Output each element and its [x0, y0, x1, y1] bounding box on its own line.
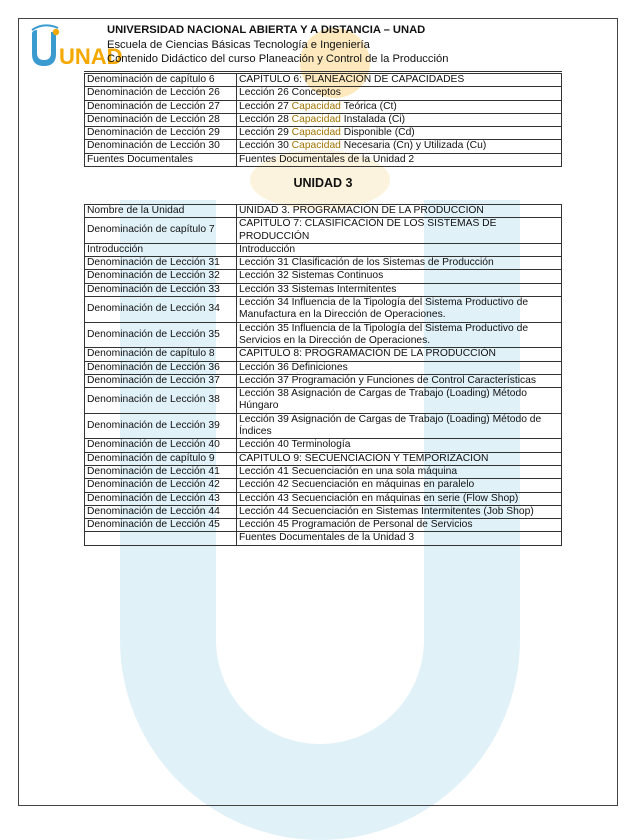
row-value	[237, 140, 562, 153]
table-row	[85, 374, 562, 387]
unit3-title: UNIDAD 3	[293, 176, 353, 190]
table-row	[85, 452, 562, 465]
row-value: Lección 42 Secuenciación en máquinas en paralelo	[237, 479, 562, 492]
unad-logo	[28, 22, 123, 72]
table-row	[85, 519, 562, 532]
row-label: Denominación de Lección 32	[85, 270, 237, 283]
row-label: Denominación de Lección 36	[85, 361, 237, 374]
table-row	[85, 218, 562, 244]
row-value: Lección 45 Programación de Personal de Servicios	[237, 519, 562, 532]
row-label: Denominación de capítulo 6	[85, 74, 237, 87]
row-label	[85, 532, 237, 545]
header-rule	[84, 71, 562, 72]
university-name: UNIVERSIDAD NACIONAL ABIERTA Y A DISTANCIA – UNAD	[107, 24, 426, 36]
table-row	[85, 100, 562, 113]
school-name: Escuela de Ciencias Básicas Tecnología e Ingeniería	[107, 38, 370, 51]
row-value	[237, 100, 562, 113]
value-post: Teórica (Ct)	[340, 100, 397, 112]
row-value	[237, 113, 562, 126]
table-row	[85, 140, 562, 153]
row-label: Denominación de Lección 30	[85, 140, 237, 153]
value-cap: Capacidad	[291, 140, 341, 152]
row-value: Lección 35 Influencia de la Tipología del Sistema Productivo de Servicios en la Dirección de Operaciones.	[237, 322, 562, 348]
value-cap: Capacidad	[291, 113, 341, 125]
row-label: Introducción	[85, 243, 237, 256]
row-label: Denominación de Lección 39	[85, 413, 237, 439]
value-pre: Lección 27	[239, 100, 292, 112]
row-value: Lección 41 Secuenciación en una sola máquina	[237, 465, 562, 478]
table-row	[85, 479, 562, 492]
row-value: Lección 38 Asignación de Cargas de Trabajo (Loading) Método Húngaro	[237, 388, 562, 414]
value-pre: Lección 29	[239, 127, 292, 139]
row-label: Denominación de Lección 33	[85, 283, 237, 296]
row-value: Fuentes Documentales de la Unidad 2	[237, 153, 562, 166]
value-cap: Capacidad	[291, 127, 341, 139]
row-label: Denominación de Lección 44	[85, 505, 237, 518]
logo-wordmark: UNAD	[59, 44, 123, 69]
table-row	[85, 413, 562, 439]
row-value: Lección 43 Secuenciación en máquinas en serie (Flow Shop)	[237, 492, 562, 505]
row-label: Denominación de Lección 40	[85, 439, 237, 452]
row-label: Denominación de Lección 37	[85, 374, 237, 387]
value-cap: Capacidad	[291, 100, 341, 112]
table-row	[85, 270, 562, 283]
table-row	[85, 283, 562, 296]
row-value: UNIDAD 3. PROGRAMACIÓN DE LA PRODUCCIÓN	[237, 205, 562, 218]
row-value	[237, 127, 562, 140]
row-value: Lección 32 Sistemas Continuos	[237, 270, 562, 283]
row-label: Denominación de Lección 29	[85, 127, 237, 140]
row-value: Lección 39 Asignación de Cargas de Trabajo (Loading) Método de Índices	[237, 413, 562, 439]
row-label: Nombre de la Unidad	[85, 205, 237, 218]
row-label: Denominación de Lección 45	[85, 519, 237, 532]
row-value: CAPITULO 9: SECUENCIACION Y TEMPORIZACION	[237, 452, 562, 465]
table-row	[85, 113, 562, 126]
table-row	[85, 465, 562, 478]
value-pre: Lección 28	[239, 113, 292, 125]
row-value: Lección 26 Conceptos	[237, 87, 562, 100]
row-label: Denominación de Lección 42	[85, 479, 237, 492]
row-label: Denominación de Lección 26	[85, 87, 237, 100]
unit3-contents-table	[84, 204, 562, 546]
table-row	[85, 492, 562, 505]
row-label: Denominación de Lección 38	[85, 388, 237, 414]
table-row	[85, 439, 562, 452]
table-row	[85, 205, 562, 218]
row-label: Denominación de capítulo 7	[85, 218, 237, 244]
unit2-contents-table	[84, 73, 562, 167]
table-row	[85, 87, 562, 100]
row-value: Lección 37 Programación y Funciones de Control Características	[237, 374, 562, 387]
row-label: Fuentes Documentales	[85, 153, 237, 166]
row-value: Lección 31 Clasificación de los Sistemas de Producción	[237, 257, 562, 270]
table-row	[85, 388, 562, 414]
row-value: Lección 34 Influencia de la Tipología del Sistema Productivo de Manufactura en la Dirección de Operaciones.	[237, 297, 562, 323]
row-value: Fuentes Documentales de la Unidad 3	[237, 532, 562, 545]
row-label: Denominación de capítulo 9	[85, 452, 237, 465]
row-label: Denominación de Lección 43	[85, 492, 237, 505]
table-row	[85, 505, 562, 518]
value-post: Necesaria (Cn) y Utilizada (Cu)	[340, 140, 487, 152]
row-value: CAPÍTULO 6: PLANEACIÓN DE CAPACIDADES	[237, 74, 562, 87]
row-label: Denominación de Lección 31	[85, 257, 237, 270]
value-pre: Lección 30	[239, 140, 292, 152]
table-row	[85, 532, 562, 545]
row-value: Introducción	[237, 243, 562, 256]
table-row	[85, 243, 562, 256]
row-value: CAPITULO 7: CLASIFICACIÓN DE LOS SISTEMAS DE PRODUCCIÓN	[237, 218, 562, 244]
table-row	[85, 361, 562, 374]
value-post: Disponible (Cd)	[340, 127, 415, 139]
row-value: Lección 40 Terminología	[237, 439, 562, 452]
row-value: CAPITULO 8: PROGRAMACIÓN DE LA PRODUCCIÓN	[237, 348, 562, 361]
table-row	[85, 153, 562, 166]
value-post: Instalada (Ci)	[340, 113, 406, 125]
table-row	[85, 257, 562, 270]
row-label: Denominación de Lección 34	[85, 297, 237, 323]
row-label: Denominación de Lección 35	[85, 322, 237, 348]
table-row	[85, 297, 562, 323]
document-header	[107, 23, 448, 67]
row-value: Lección 36 Definiciones	[237, 361, 562, 374]
table-row	[85, 348, 562, 361]
row-value: Lección 33 Sistemas Intermitentes	[237, 283, 562, 296]
table-row	[85, 127, 562, 140]
course-name: Contenido Didáctico del curso Planeación y Control de la Producción	[107, 53, 449, 66]
row-label: Denominación de Lección 27	[85, 100, 237, 113]
row-label: Denominación de Lección 41	[85, 465, 237, 478]
table-row	[85, 74, 562, 87]
row-label: Denominación de capítulo 8	[85, 348, 237, 361]
row-value: Lección 44 Secuenciación en Sistemas Intermitentes (Job Shop)	[237, 505, 562, 518]
row-label: Denominación de Lección 28	[85, 113, 237, 126]
table-row	[85, 322, 562, 348]
